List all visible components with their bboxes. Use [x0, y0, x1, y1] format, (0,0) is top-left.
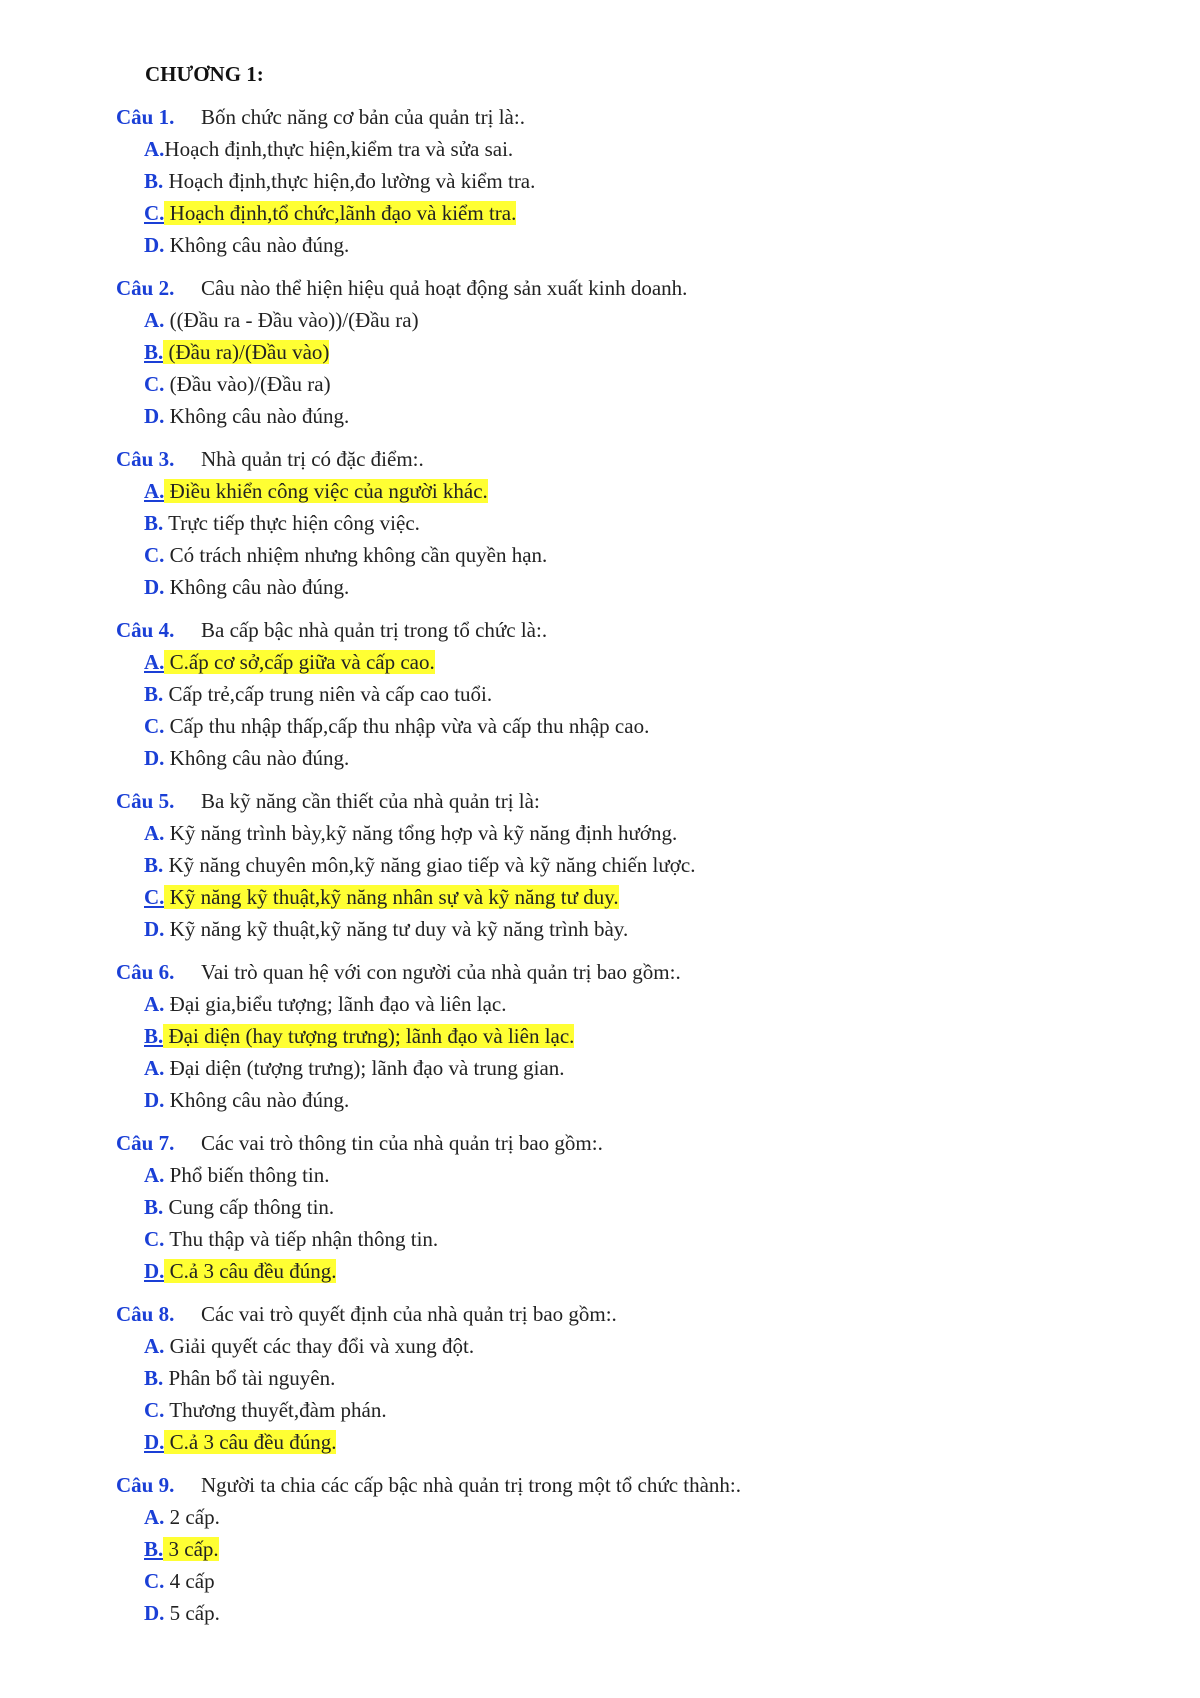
option-text: (Đầu vào)/(Đầu ra) [164, 372, 331, 396]
question-line [116, 444, 1156, 475]
answer-option [116, 646, 1156, 678]
option-letter: D. [144, 746, 165, 770]
option-letter: D. [144, 575, 165, 599]
answer-option [116, 304, 1156, 336]
option-text: Đại gia,biểu tượng; lãnh đạo và liên lạc. [164, 992, 507, 1016]
answer-option [116, 1394, 1156, 1426]
answer-option [116, 1159, 1156, 1191]
correct-answer-highlight: Điều khiển công việc của người khác. [164, 479, 488, 503]
answer-option [116, 1362, 1156, 1394]
answer-option [116, 742, 1156, 774]
question-line [116, 786, 1156, 817]
option-text: Không câu nào đúng. [164, 1088, 350, 1112]
option-letter: A. [144, 1056, 165, 1080]
question-7 [116, 1128, 1156, 1287]
option-text: Hoạch định,thực hiện,kiểm tra và sửa sai. [164, 137, 514, 161]
option-letter: B. [144, 1195, 164, 1219]
option-letter: C. [144, 201, 165, 225]
option-text: Kỹ năng chuyên môn,kỹ năng giao tiếp và kỹ năng chiến lược. [163, 853, 696, 877]
answer-option [116, 229, 1156, 261]
answer-option [116, 1084, 1156, 1116]
question-number: Câu 9. [116, 1473, 175, 1497]
question-text: Nhà quản trị có đặc điểm:. [201, 447, 424, 471]
option-text: Trực tiếp thực hiện công việc. [163, 511, 420, 535]
question-text: Câu nào thể hiện hiệu quả hoạt động sản xuất kinh doanh. [201, 276, 688, 300]
answer-option [116, 1255, 1156, 1287]
answer-option [116, 571, 1156, 603]
option-text: Đại diện (tượng trưng); lãnh đạo và trung gian. [164, 1056, 565, 1080]
answer-option [116, 507, 1156, 539]
answer-option [116, 988, 1156, 1020]
option-letter: A. [144, 821, 165, 845]
answer-option [116, 368, 1156, 400]
option-letter: C. [144, 1398, 165, 1422]
question-number: Câu 5. [116, 789, 175, 813]
option-letter: D. [144, 1430, 165, 1454]
option-letter: B. [144, 1024, 164, 1048]
answer-option [116, 400, 1156, 432]
option-text: Không câu nào đúng. [164, 575, 350, 599]
option-letter: B. [144, 511, 164, 535]
option-letter: D. [144, 1259, 165, 1283]
question-number: Câu 7. [116, 1131, 175, 1155]
correct-answer-highlight: Đại diện (hay tượng trưng); lãnh đạo và liên lạc. [163, 1024, 575, 1048]
question-number: Câu 3. [116, 447, 175, 471]
option-text: Phân bổ tài nguyên. [163, 1366, 336, 1390]
option-letter: D. [144, 1088, 165, 1112]
option-letter: C. [144, 1227, 165, 1251]
correct-answer-highlight: Hoạch định,tổ chức,lãnh đạo và kiểm tra. [164, 201, 517, 225]
question-number: Câu 1. [116, 105, 175, 129]
question-line [116, 1299, 1156, 1330]
option-text: 2 cấp. [164, 1505, 220, 1529]
answer-option [116, 1426, 1156, 1458]
option-text: ((Đầu ra - Đầu vào))/(Đầu ra) [164, 308, 419, 332]
option-text: Cung cấp thông tin. [163, 1195, 335, 1219]
chapter-title: CHƯƠNG 1: [145, 62, 264, 86]
correct-answer-highlight: 3 cấp. [163, 1537, 219, 1561]
answer-option [116, 1052, 1156, 1084]
question-text: Vai trò quan hệ với con người của nhà quản trị bao gồm:. [201, 960, 681, 984]
question-number: Câu 6. [116, 960, 175, 984]
answer-option [116, 1533, 1156, 1565]
option-text: Hoạch định,thực hiện,đo lường và kiểm tra. [163, 169, 536, 193]
answer-option [116, 475, 1156, 507]
option-letter: B. [144, 1366, 164, 1390]
option-letter: D. [144, 917, 165, 941]
option-letter: A. [144, 1505, 165, 1529]
option-letter: B. [144, 340, 164, 364]
answer-option [116, 539, 1156, 571]
question-line [116, 615, 1156, 646]
option-letter: D. [144, 1601, 165, 1625]
option-letter: A. [144, 1334, 165, 1358]
question-4 [116, 615, 1156, 774]
option-letter: C. [144, 543, 165, 567]
question-line [116, 102, 1156, 133]
question-3 [116, 444, 1156, 603]
answer-option [116, 336, 1156, 368]
answer-option [116, 1191, 1156, 1223]
question-6 [116, 957, 1156, 1116]
option-letter: A. [144, 650, 165, 674]
answer-option [116, 710, 1156, 742]
option-letter: C. [144, 885, 165, 909]
answer-option [116, 1330, 1156, 1362]
answer-option [116, 849, 1156, 881]
option-text: Không câu nào đúng. [164, 404, 350, 428]
option-text: Kỹ năng kỹ thuật,kỹ năng tư duy và kỹ năng trình bày. [164, 917, 629, 941]
question-2 [116, 273, 1156, 432]
answer-option [116, 817, 1156, 849]
option-letter: C. [144, 372, 165, 396]
answer-option [116, 1501, 1156, 1533]
correct-answer-highlight: C.ấp cơ sở,cấp giữa và cấp cao. [164, 650, 435, 674]
option-text: Thu thập và tiếp nhận thông tin. [164, 1227, 439, 1251]
option-text: Thương thuyết,đàm phán. [164, 1398, 387, 1422]
option-text: Cấp thu nhập thấp,cấp thu nhập vừa và cấp thu nhập cao. [164, 714, 650, 738]
answer-option [116, 913, 1156, 945]
option-letter: A. [144, 992, 165, 1016]
answer-option [116, 881, 1156, 913]
question-8 [116, 1299, 1156, 1458]
answer-option [116, 1020, 1156, 1052]
answer-option [116, 165, 1156, 197]
question-text: Ba kỹ năng cần thiết của nhà quản trị là: [201, 789, 540, 813]
question-number: Câu 4. [116, 618, 175, 642]
option-letter: B. [144, 682, 164, 706]
question-line [116, 1470, 1156, 1501]
answer-option [116, 133, 1156, 165]
correct-answer-highlight: (Đầu ra)/(Đầu vào) [163, 340, 330, 364]
correct-answer-highlight: C.ả 3 câu đều đúng. [164, 1259, 337, 1283]
question-line [116, 1128, 1156, 1159]
question-list [116, 102, 1156, 1641]
option-text: Kỹ năng trình bày,kỹ năng tổng hợp và kỹ năng định hướng. [164, 821, 678, 845]
option-letter: D. [144, 233, 165, 257]
option-text: Có trách nhiệm nhưng không cần quyền hạn. [164, 543, 548, 567]
option-letter: A. [144, 479, 165, 503]
option-text: Cấp trẻ,cấp trung niên và cấp cao tuổi. [163, 682, 493, 706]
question-text: Bốn chức năng cơ bản của quản trị là:. [201, 105, 525, 129]
question-line [116, 273, 1156, 304]
question-1 [116, 102, 1156, 261]
option-text: 4 cấp [164, 1569, 215, 1593]
option-letter: B. [144, 853, 164, 877]
option-letter: B. [144, 1537, 164, 1561]
option-letter: A. [144, 1163, 165, 1187]
question-number: Câu 2. [116, 276, 175, 300]
option-letter: B. [144, 169, 164, 193]
answer-option [116, 197, 1156, 229]
question-text: Người ta chia các cấp bậc nhà quản trị trong một tổ chức thành:. [201, 1473, 742, 1497]
option-text: Phổ biến thông tin. [164, 1163, 330, 1187]
question-text: Ba cấp bậc nhà quản trị trong tổ chức là:. [201, 618, 548, 642]
option-letter: A. [144, 308, 165, 332]
question-5 [116, 786, 1156, 945]
question-9 [116, 1470, 1156, 1629]
correct-answer-highlight: Kỹ năng kỹ thuật,kỹ năng nhân sự và kỹ năng tư duy. [164, 885, 619, 909]
option-text: Giải quyết các thay đổi và xung đột. [164, 1334, 475, 1358]
option-letter: A. [144, 137, 165, 161]
question-text: Các vai trò quyết định của nhà quản trị bao gồm:. [201, 1302, 617, 1326]
question-text: Các vai trò thông tin của nhà quản trị bao gồm:. [201, 1131, 603, 1155]
answer-option [116, 1597, 1156, 1629]
option-text: Không câu nào đúng. [164, 233, 350, 257]
answer-option [116, 1223, 1156, 1255]
question-line [116, 957, 1156, 988]
correct-answer-highlight: C.ả 3 câu đều đúng. [164, 1430, 337, 1454]
option-letter: C. [144, 714, 165, 738]
answer-option [116, 1565, 1156, 1597]
answer-option [116, 678, 1156, 710]
option-text: 5 cấp. [164, 1601, 220, 1625]
option-letter: D. [144, 404, 165, 428]
option-letter: C. [144, 1569, 165, 1593]
option-text: Không câu nào đúng. [164, 746, 350, 770]
question-number: Câu 8. [116, 1302, 175, 1326]
